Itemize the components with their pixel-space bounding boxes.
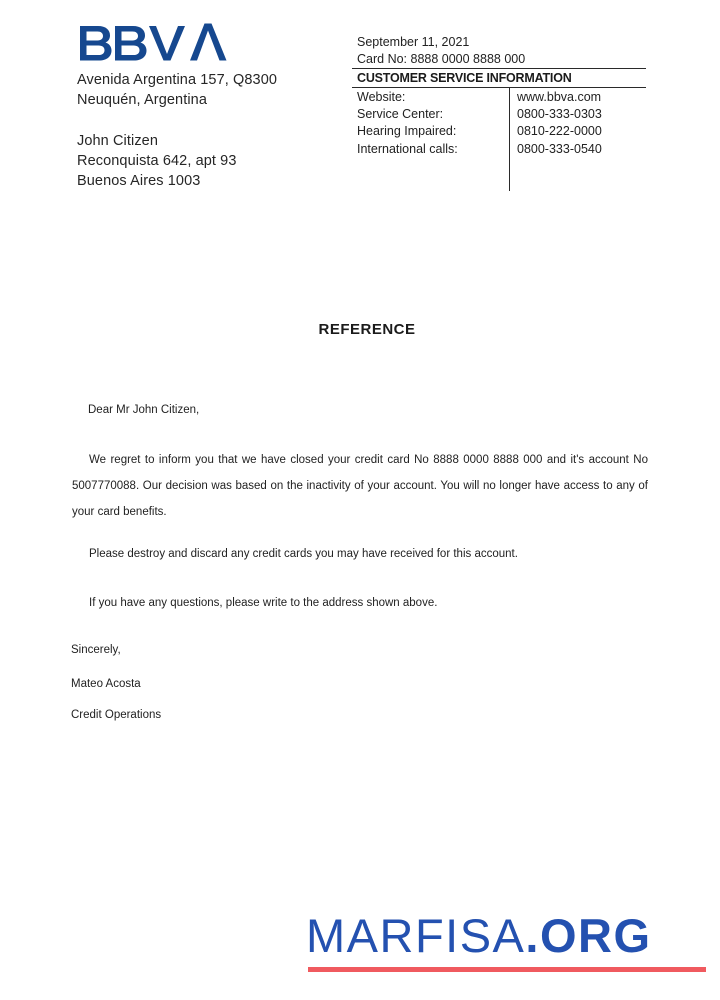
letter-title: REFERENCE: [318, 321, 416, 338]
csi-label-website: Website:: [357, 90, 406, 104]
watermark-part3: .ORG: [525, 909, 652, 962]
paragraph-closure-notice: [72, 447, 648, 525]
recipient-address-line2: Buenos Aires 1003: [77, 173, 201, 189]
paragraph-questions: If you have any questions, please write to the address shown above.: [89, 597, 438, 609]
customer-service-title: CUSTOMER SERVICE INFORMATION: [357, 71, 572, 85]
csi-value-service-center: 0800-333-0303: [517, 107, 602, 121]
csi-value-website: www.bbva.com: [517, 90, 602, 104]
watermark-underline: [308, 967, 706, 972]
watermark-part2: RFISA: [379, 909, 526, 962]
csi-label-international: International calls:: [357, 142, 458, 156]
bbva-logo: [78, 20, 228, 64]
letter-date: September 11, 2021: [357, 35, 470, 49]
signer-department: Credit Operations: [71, 709, 162, 721]
recipient-address-line1: Reconquista 642, apt 93: [77, 153, 237, 169]
recipient-name: John Citizen: [77, 133, 158, 149]
paragraph-destroy-cards: Please destroy and discard any credit cards you may have received for this account.: [89, 548, 518, 560]
recipient-address: [77, 131, 237, 191]
sender-address: [77, 70, 277, 110]
watermark-part1: MA: [306, 909, 380, 962]
sender-address-line1: Avenida Argentina 157, Q8300: [77, 72, 278, 88]
header-divider-bottom: [352, 87, 646, 88]
table-column-divider: [509, 87, 510, 191]
sender-address-line2: Neuquén, Argentina: [77, 92, 207, 108]
closing: Sincerely,: [71, 644, 121, 656]
csi-value-international: 0800-333-0540: [517, 142, 602, 156]
card-number: Card No: 8888 0000 8888 000: [357, 52, 526, 66]
salutation: Dear Mr John Citizen,: [88, 404, 200, 416]
csi-value-hearing-impaired: 0810-222-0000: [517, 124, 602, 138]
bbva-logo-icon: [78, 20, 228, 64]
watermark: [306, 910, 652, 962]
csi-label-hearing-impaired: Hearing Impaired:: [357, 124, 457, 138]
paragraph-closure-text: We regret to inform you that we have closed your credit card No 8888 0000 8888 000 and it's account No 5007770088. Our decision was based on the inactivity of your account. You will no longer have access to any of your card benefits.: [72, 454, 648, 518]
header-divider-top: [352, 68, 646, 69]
signer-name: Mateo Acosta: [71, 678, 141, 690]
csi-label-service-center: Service Center:: [357, 107, 444, 121]
